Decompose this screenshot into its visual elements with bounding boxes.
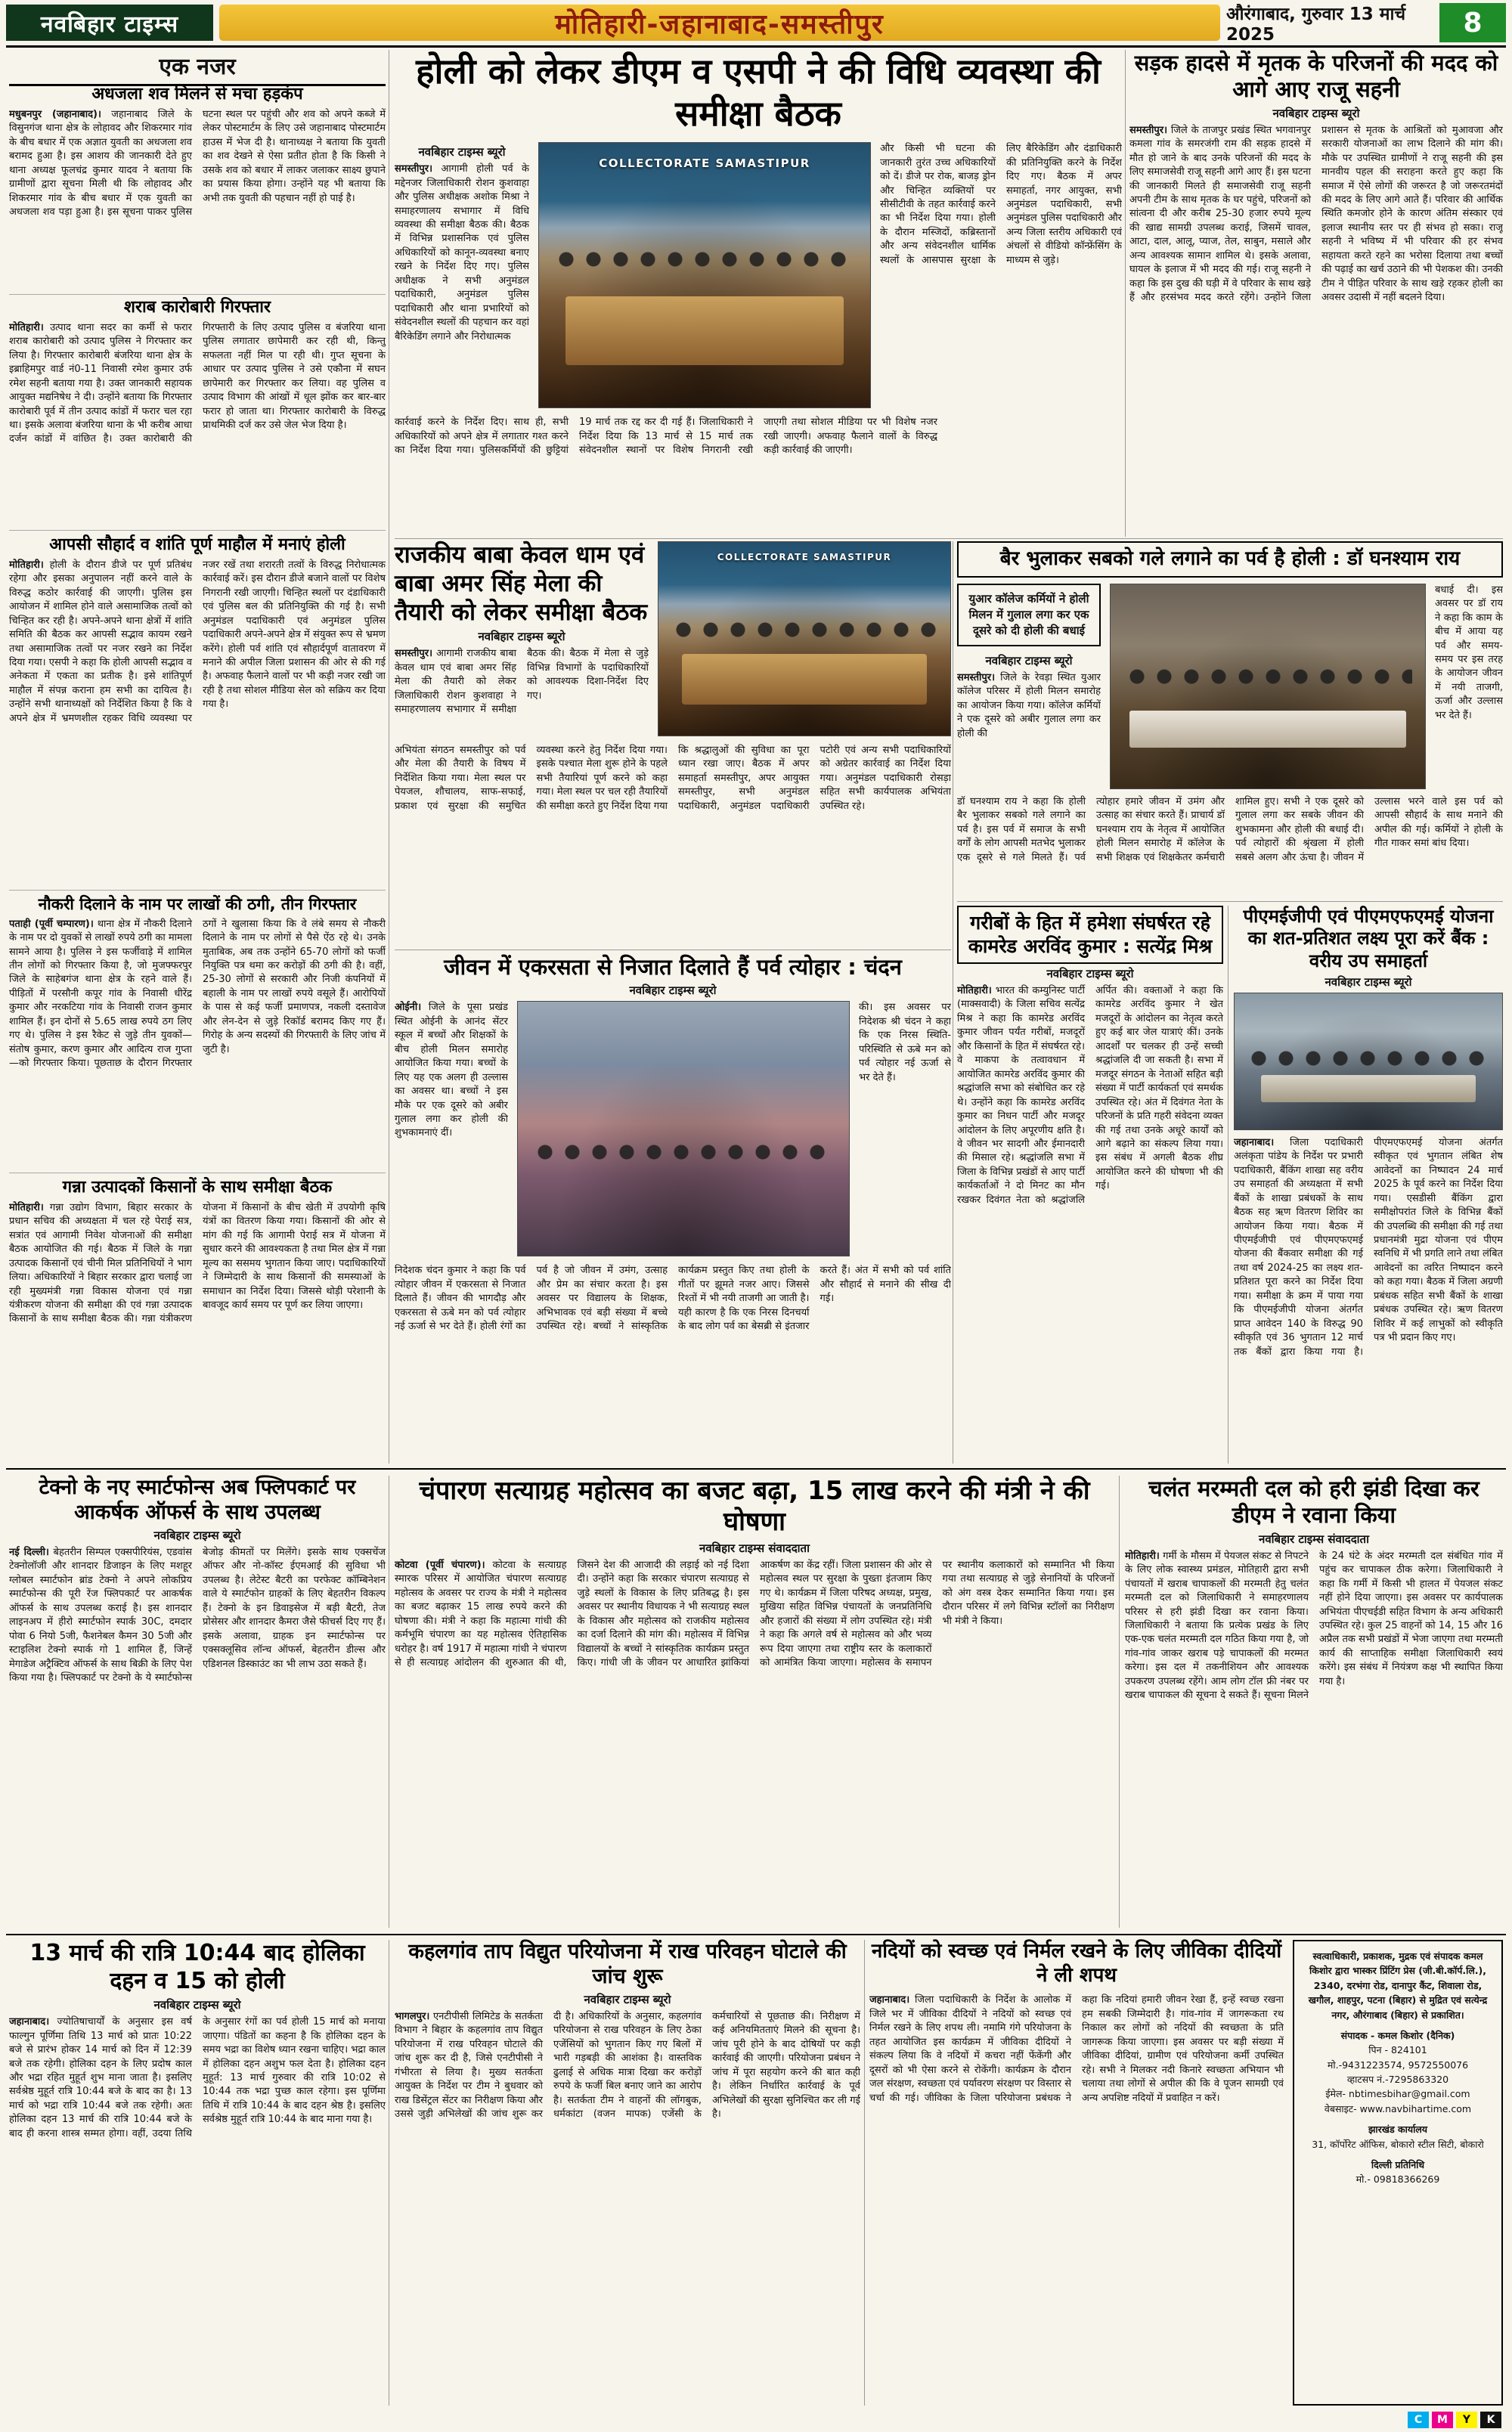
headline: आपसी सौहार्द व शांति पूर्ण माहौल में मनाएं होली	[49, 535, 345, 554]
headline: कहलगांव ताप विद्युत परियोजना में राख परिवहन घोटाले की जांच शुरू	[408, 1940, 847, 1988]
imprint-line: मो.- 09818366269	[1356, 2173, 1440, 2186]
region-banner-text: मोतिहारी-जहानाबाद-समस्तीपुर	[555, 8, 885, 40]
byline: नवबिहार टाइम्स ब्यूरो	[1046, 967, 1134, 981]
imprint-line: व्हाटसप नं.-7295863320	[1346, 2074, 1449, 2085]
dateline: मोतिहारी।	[957, 985, 992, 996]
byline: नवबिहार टाइम्स संवाददाता	[1259, 1532, 1369, 1546]
divider	[1119, 1476, 1120, 1928]
body-text: जहानाबाद जिले के विसुनगंज थाना क्षेत्र के लोहावद और शिकरमार गांव के बीच बधार में एक अज्ञात युवती का अधजला शव बरामद हुआ है। इस आशय की जानकारी देते हुए थाना अध्यक्ष फूलचंद्र कुमार यादव ने बताया कि ग्रामीणों द्वारा सूचना मिली थी कि लोहावद और शिकरमार गांव के बीच बधार में एक युवती का अधजला शव पड़ा हुआ है। इस सूचना पाकर पुलिस घटना स्थल पर पहुंची और शव को अपने कब्जे में लेकर पोस्टमार्टम के लिए उसे जहानाबाद पोस्टमार्टम हाउस में भेज दी है। थानाध्यक्ष ने बताया कि युवती का शव देखने से ऐसा प्रतीत होता है कि किसी ने उसके शव को बधार में लाकर जलाकर साक्ष्य छुपाने का प्रयास किया होगा। उन्होंने यह भी बताया कि अभी तक युवती की पहचान नहीं हो पाई है।	[9, 108, 386, 218]
dateline: जहानाबाद।	[1234, 1136, 1275, 1148]
article-body	[957, 984, 1223, 1408]
photo-sign-text: COLLECTORATE SAMASTIPUR	[599, 156, 810, 170]
cmyk-print-marks	[1408, 2412, 1501, 2428]
byline: नवबिहार टाइम्स संवाददाता	[699, 1541, 810, 1555]
body-text: बधाई दी। इस अवसर पर डॉ राय ने कहा कि काम के बीच में आया यह पर्व और समय-समय पर इस तरह के आयोजन जीवन में नयी ताजगी, ऊर्जा और उल्लास भर देते हैं।	[1435, 584, 1503, 721]
page-number	[1439, 3, 1506, 42]
imprint-website: वेबसाइट- www.navbihartime.com	[1324, 2102, 1472, 2114]
headline: चंपारण सत्याग्रह महोत्सव का बजट बढ़ा, 15 लाख करने की मंत्री ने की घोषणा	[419, 1476, 1090, 1538]
dateline: मोतिहारी।	[9, 321, 44, 333]
story-holi-milan	[957, 541, 1503, 897]
article-body	[395, 2010, 860, 2388]
region-banner	[219, 5, 1220, 41]
body-text: ज्योतिषाचार्यों के अनुसार इस वर्ष फाल्गुन पूर्णिमा तिथि 13 मार्च को प्रातः 10:22 बजे से प्रारंभ होकर 14 मार्च को दिन में 12:39 बजे तक रहेगी। होलिका दहन के लिए प्रदोष काल और भद्रा रहित मुहूर्त शुभ माना जाता है। इसलिए सर्वश्रेष्ठ मुहूर्त रात्रि 10:44 बजे के बाद का है। 13 मार्च को भद्रा रात्रि 10:44 बजे तक रहेगी। अतः होलिका दहन 13 मार्च की रात्रि 10:44 बजे के बाद ही करना शास्त्र सम्मत होगा। वहीं, उदया तिथि के अनुसार रंगों का पर्व होली 15 मार्च को मनाया जाएगा। पंडितों का कहना है कि होलिका दहन के समय भद्रा का विशेष ध्यान रखना चाहिए। भद्रा काल में होलिका दहन अशुभ फल देता है। होलिका दहन मुहूर्त: 13 मार्च गुरुवार की रात्रि 10:02 से 10:44 तक भद्रा पुच्छ काल रहेगा। इस पूर्णिमा तिथि में रात्रि 10:44 के बाद दहन श्रेष्ठ है। इसलिए सर्वश्रेष्ठ मुहूर्त रात्रि 10:44 के बाद माना गया है।	[9, 2016, 386, 2139]
article-body	[869, 1994, 1284, 2387]
headline: गरीबों के हित में हमेशा संघर्षरत रहे कामरेड अरविंद कुमार : सत्येंद्र मिश्र	[957, 906, 1223, 964]
imprint-line: मो.-9431223574, 9572550076	[1327, 2059, 1469, 2071]
body-text: भारत की कम्युनिस्ट पार्टी (माक्सवादी) के जिला सचिव सत्येंद्र मिश्र ने कहा कि कामरेड अरविंद कुमार जीवन पर्यंत गरीबों, मजदूरों और किसानों के हित में संघर्षरत रहे। वे माकपा के तत्वावधान में आयोजित कामरेड अरविंद कुमार की श्रद्धांजलि सभा को संबोधित कर रहे थे। उन्होंने कहा कि कामरेड अरविंद कुमार का निधन पार्टी और मजदूर आंदोलन के लिए अपूरणीय क्षति है। वे जीवन भर सादगी और ईमानदारी की मिसाल रहे। श्रद्धांजलि सभा में जिला के विभिन्न प्रखंडों से आए पार्टी कार्यकर्ताओं ने दो मिनट का मौन रखकर दिवंगत नेता को श्रद्धांजलि अर्पित की। वक्ताओं ने कहा कि कामरेड अरविंद कुमार ने खेत मजदूरों के आंदोलन का नेतृत्व करते हुए कई बार जेल यात्राएं कीं। उनके आदर्शों पर चलकर ही उन्हें सच्ची श्रद्धांजलि दी जा सकती है। सभा में मजदूर संगठन के नेताओं सहित बड़ी संख्या में पार्टी कार्यकर्ता एवं समर्थक उपस्थित रहे। अंत में दिवंगत नेता के परिजनों के प्रति गहरी संवेदना व्यक्त की गई तथा उनके अधूरे कार्यों को आगे बढ़ाने का संकल्प लिया गया। इस संबंध में अगली बैठक शीघ्र आयोजित करने की घोषणा भी की गई।	[957, 985, 1223, 1206]
byline: नवबिहार टाइम्स ब्यूरो	[1325, 974, 1412, 989]
divider	[864, 1940, 865, 2406]
photo-people-row	[1245, 1048, 1492, 1069]
dateline: समस्तीपुर।	[395, 648, 433, 660]
photo-people-row	[531, 1142, 836, 1163]
body-text: निदेशक चंदन कुमार ने कहा कि पर्व त्योहार जीवन में एकरसता से निजात दिलाते हैं। जीवन की भागदौड़ और एकरसता से ऊबे मन को पर्व त्योहार नई ऊर्जा से भर देते हैं। होली रंगों का पर्व है जो जीवन में उमंग, उत्साह और प्रेम का संचार करता है। इस अवसर पर विद्यालय के शिक्षक, अभिभावक एवं बड़ी संख्या में बच्चे उपस्थित रहे। बच्चों ने सांस्कृतिक कार्यक्रम प्रस्तुत किए तथा होली के गीतों पर झूमते नजर आए। जिससे रिश्तों में भी नयी ताजगी आ जाती है। यही कारण है कि एक निरस दिनचर्या के बाद लोग पर्व का बेसब्री से इंतजार करते हैं। अंत में सभी को पर्व शांति और सौहार्द से मनाने की सीख दी गई।	[395, 1265, 951, 1333]
parv-group-photo	[517, 1001, 850, 1256]
body-text: होली के दौरान डीजे पर पूर्ण प्रतिबंध रहेगा और इसका अनुपालन नहीं करने वाले के विरुद्ध कठोर कार्रवाई की जाएगी। पुलिस इस आयोजन में शामिल होने वाले असामाजिक तत्वों को चिन्हित कर रही है। अपने-अपने थाना क्षेत्रों में शांति समिति की बैठक कर आपसी सद्भाव कायम रखने तथा असामाजिक तत्वों पर नजर रखने का निर्देश दिया गया। एसपी ने कहा कि होली आपसी सद्भाव व अनेकता में एकता का प्रतीक है। इसे शांतिपूर्ण माहौल में संपन्न कराना हम सभी का दायित्व है। उन्होंने सभी थानाध्यक्षों को निर्देशित किया है कि वे अपने क्षेत्र में भ्रमणशील रहकर विधि व्यवस्था पर नजर रखें तथा शरारती तत्वों के विरुद्ध निरोधात्मक कार्रवाई करें। इस दौरान डीजे बजाने वालों पर विशेष निगरानी रखी जाएगी। चिन्हित स्थलों पर दंडाधिकारी एवं पुलिस बल की प्रतिनियुक्ति की गई है। सभी अनुमंडल पदाधिकारी एवं अनुमंडल पुलिस पदाधिकारी अपने-अपने क्षेत्र में संयुक्त रूप से भ्रमण करेंगे। होली पर्व शांति एवं सौहार्दपूर्ण वातावरण में मनाने की अपील जिला प्रशासन की ओर से की गई है। अफवाह फैलाने वालों पर भी कड़ी नजर रखी जा रही है तथा सोशल मीडिया सेल को सक्रिय कर दिया गया है।	[9, 559, 386, 724]
story-raju-sahani	[1129, 50, 1503, 535]
story-comrade-tribute	[957, 906, 1223, 1464]
cmyk-magenta-mark: M	[1432, 2412, 1453, 2428]
edition-date	[1226, 5, 1435, 45]
body-text: जिले के ताजपुर प्रखंड स्थित भगवानपुर कमला गांव के समरजंगी राम की सड़क हादसे में मौत हो जाने के बाद उनके परिजनों की मदद के लिए समाजसेवी राजू सहनी आगे आए हैं। इस घटना की जानकारी मिलते ही समाजसेवी राजू सहनी अपनी टीम के साथ मृतक के घर पहुंचे, परिजनों को सांत्वना दी और करीब 25-30 हजार रुपये मूल्य की खाद्य सामग्री उपलब्ध कराई, जिसमें चावल, आटा, दाल, आलू, प्याज, तेल, साबुन, मसाले और अन्य आवश्यक सामान शामिल थे। इसके अलावा, घायल के इलाज में भी मदद की गई। राजू सहनी ने कहा कि इस दुख की घड़ी में वे परिवार के साथ खड़े हैं और हरसंभव मदद करते रहेंगे। उन्होंने जिला प्रशासन से मृतक के आश्रितों को मुआवजा और सरकारी योजनाओं का लाभ दिलाने की मांग की। मौके पर उपस्थित ग्रामीणों ने राजू सहनी की इस मानवीय पहल की सराहना करते हुए कहा कि समाज में ऐसे लोगों की जरूरत है जो जरूरतमंदों की मदद के लिए आगे आते हैं। परिवार की आर्थिक स्थिति कमजोर होने के कारण अंतिम संस्कार एवं इलाज स्थानीय स्तर पर ही संभव हो सका। राजू सहनी ने भविष्य में भी परिवार की हर संभव सहायता करते रहने का भरोसा दिलाया तथा बच्चों की पढ़ाई का खर्च उठाने की भी पेशकश की। उनकी टीम ने पीड़ित परिवार के साथ खड़े रहकर होली का अवसर उदासी में नहीं बदलने दिया।	[1129, 124, 1503, 304]
body-text: जिला पदाधिकारी अलंकृता पांडेय के निर्देश पर प्रभारी पदाधिकारी, बैंकिंग शाखा सह वरीय उप समाहर्ता की अध्यक्षता में सभी बैंकों के शाखा प्रबंधकों के साथ बैठक सह ऋण वितरण शिविर का आयोजन किया गया। बैठक में पीएमईजीपी एवं पीएमएफएमई योजना की बैंकवार समीक्षा की गई तथा वर्ष 2024-25 का लक्ष्य शत-प्रतिशत पूरा करने का निर्देश दिया गया। समीक्षा के क्रम में पाया गया कि पीएमईजीपी योजना अंतर्गत प्राप्त आवेदन 140 के विरुद्ध 90 स्वीकृति एवं 36 भुगतान 12 मार्च तक बैंकों द्वारा किया गया है। पीएमएफएमई योजना अंतर्गत स्वीकृत एवं भुगतान लंबित शेष आवेदनों का निष्पादन 24 मार्च 2025 के पूर्व करने का निर्देश दिया गया। एसडीसी बैंकिंग द्वारा समीक्षोपरांत जिले के विभिन्न बैंकों की उपलब्धि की समीक्षा की गई तथा प्रधानमंत्री मुद्रा योजना एवं पीएम स्वनिधि में भी प्रगति लाने तथा लंबित आवेदनों का त्वरित निष्पादन करने को कहा गया। बैठक में जिला अग्रणी प्रबंधक सहित सभी बैंकों के शाखा प्रबंधक उपस्थित रहे। ऋण वितरण शिविर में कई लाभुकों को स्वीकृति पत्र भी प्रदान किए गए।	[1234, 1136, 1503, 1358]
headline: राजकीय बाबा केवल धाम एवं बाबा अमर सिंह मेला की तैयारी को लेकर समीक्षा बैठक	[395, 541, 648, 626]
photo-sign-text: COLLECTORATE SAMASTIPUR	[717, 551, 892, 562]
article-body	[9, 1546, 386, 1915]
byline: नवबिहार टाइम्स ब्यूरो	[153, 1998, 241, 2012]
brief-article-burnt-body	[9, 85, 386, 295]
article-body-left	[957, 671, 1101, 744]
imprint-line: झारखंड कार्यालय	[1368, 2124, 1428, 2136]
dateline: भागलपुर।	[395, 2010, 430, 2022]
body-text: बेहतरीन सिम्पल एक्सपीरियंस, एडवांस टेक्नोलॉजी और शानदार डिजाइन के लिए मशहूर ग्लोबल स्मार्टफोन ब्रांड टेक्नो ने अपने लोकप्रिय स्मार्टफोन्स की पूरी रेंज फ्लिपकार्ट पर आकर्षक ऑफर्स के साथ उपलब्ध कराई है। इस शानदार लाइनअप में हीरो स्मार्टफोन स्पार्क 30C, दमदार पोवा 6 नियो 5जी, फैशनेबल कैमन 30 5जी और स्टाइलिश टेक्नो स्पार्क गो 1 शामिल हैं, जिन्हें मेगाडेज अट्रैक्टिव ऑफर्स के साथ बिक्री के लिए पेश किया गया है। फ्लिपकार्ट पर टेक्नो के ये स्मार्टफोन्स बेजोड़ कीमतों पर मिलेंगे। इसके साथ एक्सचेंज ऑफर और नो-कॉस्ट ईएमआई की सुविधा भी उपलब्ध है। लेटेस्ट बैटरी का परफेक्ट कॉम्बिनेशन वाले ये स्मार्टफोन ग्राहकों के लिए बेहतरीन विकल्प हैं। टेक्नो के इन डिवाइसेज में बड़ी बैटरी, तेज प्रोसेसर और शानदार कैमरा जैसे फीचर्स दिए गए हैं। इसके अलावा, ग्राहक इन स्मार्टफोन्स पर एक्सक्लूसिव लॉन्च ऑफर्स, बेहतरीन डील्स और एडिशनल डिस्काउंट का भी लाभ उठा सकते हैं।	[9, 1546, 386, 1684]
article-body-bottom	[957, 795, 1503, 892]
story-champaran-satyagraha	[395, 1476, 1114, 1928]
headline: बैर भुलाकर सबको गले लगाने का पर्व है होली : डॉ घनश्याम राय	[957, 541, 1503, 578]
headline: पीएमईजीपी एवं पीएमएफएमई योजना का शत-प्रतिशत लक्ष्य पूरा करें बैंक : वरीय उप समाहर्ता	[1243, 906, 1494, 971]
holi-milan-photo	[1110, 584, 1426, 789]
article-body-left	[395, 1001, 508, 1256]
article-body-bottom	[395, 1264, 951, 1442]
dateline: कोटवा (पूर्वी चंपारण)।	[395, 1559, 485, 1571]
article-body-right	[859, 1001, 951, 1256]
band-rule	[6, 1934, 1506, 1935]
article-body-top	[395, 647, 649, 730]
dateline: समस्तीपुर।	[1129, 124, 1168, 136]
story-tecno-flipkart	[9, 1476, 386, 1928]
imprint-line: स्वत्वाधिकारी, प्रकाशक, मुद्रक एवं संपादक कमल किशोर द्वारा भास्कर प्रिंटिंग प्रेस (जी.बी.कॉर्प.लि.), 2340, दरभंगा रोड, दानापुर कैंट, शिवाला रोड, खगौल, शाहपुर, पटना (बिहार) से मुद्रित एवं सत्येन्द्र नगर, औरंगाबाद (बिहार) से प्रकाशित।	[1308, 1950, 1488, 2021]
dateline: मोतिहारी।	[9, 1201, 44, 1213]
headline: अधजला शव मिलने से मचा हड़कंप	[91, 85, 303, 104]
article-body-right	[880, 142, 1122, 408]
body-text: गर्मी के मौसम में पेयजल संकट से निपटने के लिए लोक स्वास्थ्य प्रमंडल, मोतिहारी द्वारा सभी पंचायतों में खराब चापाकलों की मरम्मती हेतु चलंत मरम्मती दल को जिलाधिकारी ने समाहरणालय परिसर से हरी झंडी दिखा कर रवाना किया। जिलाधिकारी ने बताया कि प्रत्येक प्रखंड के लिए एक-एक चलंत मरम्मती दल गठित किया गया है, जो गांव-गांव जाकर खराब पड़े चापाकलों की मरम्मत करेगा। इस दल में तकनीशियन और आवश्यक उपकरण उपलब्ध रहेंगे। आम लोग टॉल फ्री नंबर पर खराब चापाकल की सूचना दे सकते हैं। सूचना मिलने के 24 घंटे के अंदर मरम्मती दल संबंधित गांव में पहुंच कर चापाकल ठीक करेगा। जिलाधिकारी ने कहा कि गर्मी में किसी भी हालत में पेयजल संकट नहीं होने दिया जाएगा। इस अवसर पर कार्यपालक अभियंता पीएचईडी सहित विभाग के अन्य अधिकारी उपस्थित रहे। कुल 25 वाहनों को 14, 15 और 16 अप्रैल तक सभी प्रखंडों में भेजा जाएगा तथा मरम्मती कार्य की साप्ताहिक समीक्षा जिलाधिकारी स्वयं करेंगे। इस संबंध में नियंत्रण कक्ष भी स्थापित किया गया है।	[1125, 1550, 1503, 1702]
dateline: ओईनी।	[395, 1002, 422, 1014]
divider	[1125, 50, 1126, 537]
story-repair-team-flagoff	[1125, 1476, 1503, 1928]
divider	[957, 901, 1503, 902]
story-holika-dahan-muhurat	[9, 1940, 386, 2406]
body-text: की। इस अवसर पर निदेशक श्री चंदन ने कहा कि एक निरस स्थिति-परिस्थिति से ऊबे मन को पर्व त्योहार नई ऊर्जा से भर देते हैं।	[859, 1002, 951, 1083]
article-body-bottom	[395, 744, 951, 934]
dateline: समस्तीपुर।	[395, 163, 433, 175]
headline: शराब कारोबारी गिरफ्तार	[124, 298, 271, 317]
body-text: उत्पाद थाना सदर का कर्मी से फरार शराब कारोबारी को उत्पाद पुलिस ने गिरफ्तार कर लिया है। गिरफ्तार कारोबारी बंजरिया थाना क्षेत्र के इब्राहिमपुर वार्ड नं0-11 निवासी रमेश कुमार उर्फ रमेश सहनी बताया गया है। उक्त जानकारी सहायक आयुक्त मद्यनिषेध ने दी। उन्होंने बताया कि गिरफ्तार कारोबारी पूर्व में तीन उत्पाद कांडों में फरार चल रहा था। इसके अलावा बंजरिया थाना के भी करीब आधा दर्जन कांडों में वांछित है। उक्त कारोबारी की गिरफ्तारी के लिए उत्पाद पुलिस व बंजरिया थाना पुलिस लगातार छापेमारी कर रही थी, किन्तु सफलता नहीं मिल पा रही थी। गुप्त सूचना के आधार पर उत्पाद पुलिस ने उसे एकौना में सघन छापेमारी कर गिरफ्तार कर लिया। वह पुलिस व उत्पाद विभाग की आंखों में धूल झोंक कर बार-बार फरार हो जाता था। गिरफ्तार कारोबारी के विरुद्ध प्राथमिकी दर्ज कर उसे जेल भेज दिया है।	[9, 321, 386, 445]
edition-date-text: औरंगाबाद, गुरुवार 13 मार्च 2025	[1226, 5, 1406, 45]
body-text: कोटवा के सत्याग्रह स्मारक परिसर में आयोजित चंपारण सत्याग्रह महोत्सव के अवसर पर राज्य के मंत्री ने महोत्सव का बजट बढ़ाकर 15 लाख रुपये करने की घोषणा की। मंत्री ने कहा कि महात्मा गांधी की कर्मभूमि चंपारण का यह महोत्सव ऐतिहासिक धरोहर है। वर्ष 1917 में महात्मा गांधी ने चंपारण से ही सत्याग्रह आंदोलन की शुरुआत की थी, जिसने देश की आजादी की लड़ाई को नई दिशा दी। उन्होंने कहा कि सरकार चंपारण सत्याग्रह से जुड़े स्थलों के विकास के लिए प्रतिबद्ध है। इस अवसर पर स्थानीय विधायक ने भी सत्याग्रह स्थल के विकास और महोत्सव को राजकीय महोत्सव का दर्जा दिलाने की मांग की। महोत्सव में विभिन्न विद्यालयों के बच्चों ने सांस्कृतिक कार्यक्रम प्रस्तुत किए। गांधी जी के जीवन पर आधारित झांकियां आकर्षण का केंद्र रहीं। जिला प्रशासन की ओर से महोत्सव स्थल पर सुरक्षा के पुख्ता इंतजाम किए गए थे। कार्यक्रम में जिला परिषद अध्यक्ष, प्रमुख, मुखिया सहित विभिन्न पंचायतों के जनप्रतिनिधि और हजारों की संख्या में लोग उपस्थित रहे। मंत्री ने कहा कि अगले वर्ष से महोत्सव को और भव्य रूप दिया जाएगा तथा राष्ट्रीय स्तर के कलाकारों को आमंत्रित किया जाएगा। महोत्सव के समापन पर स्थानीय कलाकारों को सम्मानित भी किया गया तथा सत्याग्रह से जुड़े सेनानियों के परिजनों को अंग वस्त्र देकर सम्मानित किया गया। इस दौरान परिसर में लगे विभिन्न स्टॉलों का निरीक्षण भी मंत्री ने किया।	[395, 1559, 1114, 1669]
byline: नवबिहार टाइम्स ब्यूरो	[1272, 106, 1360, 120]
body-text: आगामी होली पर्व के मद्देनजर जिलाधिकारी रोशन कुशवाहा और पुलिस अधीक्षक अशोक मिश्रा ने समाहरणालय सभागार में विधि व्यवस्था की समीक्षा बैठक की। बैठक में विभिन्न प्रशासनिक एवं पुलिस अधिकारियों को कानून-व्यवस्था बनाए रखने के निर्देश दिए गए। पुलिस अधीक्षक ने सभी अनुमंडल पदाधिकारी, अनुमंडल पुलिस पदाधिकारी और थाना प्रभारियों को संवेदनशील स्थलों की पहचान कर वहां बैरिकेडिंग लगाने और निरोधात्मक	[395, 163, 529, 342]
article-body	[9, 321, 386, 522]
cmyk-yellow-mark: Y	[1456, 2412, 1477, 2428]
story-parv-tyohar	[395, 954, 951, 1462]
headline: नदियों को स्वच्छ एवं निर्मल रखने के लिए जीविका दीदियों ने ली शपथ	[871, 1940, 1282, 1987]
article-body	[1129, 124, 1503, 532]
body-text: कार्रवाई करने के निर्देश दिए। साथ ही, सभी अधिकारियों को अपने क्षेत्र में लगातार गश्त करने का निर्देश दिया गया। पुलिसकर्मियों की छुट्टियां 19 मार्च तक रद्द कर दी गई हैं। जिलाधिकारी ने निर्देश दिया कि 13 मार्च से 15 मार्च तक संवेदनशील स्थानों पर विशेष निगरानी रखी जाएगी तथा सोशल मीडिया पर भी विशेष नजर रखी जाएगी। अफवाह फैलाने वालों के विरुद्ध कड़ी कार्रवाई की जाएगी।	[395, 417, 937, 457]
byline: नवबिहार टाइम्स ब्यूरो	[478, 630, 565, 644]
paper-name: नवबिहार टाइम्स	[40, 11, 179, 38]
article-body	[9, 559, 386, 879]
byline: नवबिहार टाइम्स ब्यूरो	[418, 145, 506, 160]
story-kahalgaon-ash-scam	[395, 1940, 860, 2406]
body-text: गन्ना उद्योग विभाग, बिहार सरकार के प्रधान सचिव की अध्यक्षता में चल रहे पेराई सत्र, सत्रांत एवं आगामी निवेश योजनाओं की समीक्षा बैठक आयोजित की गई। बैठक में जिले के गन्ना उत्पादक किसानों एवं चीनी मिल प्रतिनिधियों ने भाग लिया। अधिकारियों ने बिहार सरकार द्वारा चलाई जा रही मुख्यमंत्री गन्ना विकास योजना एवं गन्ना यंत्रीकरण योजना की समीक्षा की एवं गन्ना उत्पादक किसानों के साथ समीक्षा बैठक की। गन्ना यंत्रीकरण योजना में किसानों के बीच खेती में उपयोगी कृषि यंत्रों का वितरण किया गया। किसानों की ओर से मांग की गई कि आगामी पेराई सत्र में योजना में सुधार करने की आवश्यकता है तथा मिल क्षेत्र में गन्ना मूल्य का ससमय भुगतान किया जाए। पदाधिकारियों ने जिम्मेदारी के साथ किसानों की समस्याओं के समाधान का निर्देश दिया। जिससे थोड़ी परेशानी के बावजूद कार्य समय पर पूर्ण कर लिया जाएगा।	[9, 1201, 386, 1325]
brief-article-peaceful-holi	[9, 535, 386, 891]
dateline: नई दिल्ली।	[9, 1546, 49, 1558]
story-pmegp-target	[1234, 906, 1503, 1464]
story-lead-holi-review	[395, 50, 1122, 535]
masthead	[6, 5, 213, 41]
byline: नवबिहार टाइम्स ब्यूरो	[985, 653, 1073, 668]
imprint-line: पिन - 824101	[1368, 2044, 1427, 2056]
mela-meeting-photo	[658, 541, 951, 736]
headline: जीवन में एकरसता से निजात दिलाते हैं पर्व त्योहार : चंदन	[444, 954, 902, 980]
cmyk-black-mark: K	[1480, 2412, 1501, 2428]
pmegp-meeting-photo	[1234, 993, 1503, 1130]
dateline: जहानाबाद।	[9, 2016, 50, 2028]
body-text: जिले के रेवड़ा स्थित युआर कॉलेज परिसर में होली मिलन समारोह का आयोजन किया गया। कॉलेज कर्मियों ने एक दूसरे को अबीर गुलाल लगा कर होली की	[957, 671, 1101, 739]
article-body	[9, 2015, 386, 2389]
photo-people-row	[670, 619, 938, 640]
brief-article-sugarcane-meeting	[9, 1178, 386, 1462]
article-body	[1234, 1136, 1503, 1448]
cmyk-cyan-mark: C	[1408, 2412, 1429, 2428]
imprint-box	[1293, 1940, 1503, 2406]
headline: होली को लेकर डीएम व एसपी ने की विधि व्यवस्था की समीक्षा बैठक	[416, 51, 1101, 135]
brief-article-liquor-arrest	[9, 298, 386, 531]
headline: सड़क हादसे में मृतक के परिजनों की मदद को आगे आए राजू सहनी	[1134, 50, 1498, 103]
subhead: युआर कॉलेज कर्मियों ने होली मिलन में गुलाल लगा कर एक दूसरे को दी होली की बधाई	[957, 584, 1101, 646]
article-body-left	[395, 163, 529, 404]
photo-people-row	[1123, 666, 1413, 687]
article-body-bottom	[395, 416, 1122, 511]
imprint-line: संपादक - कमल किशोर (दैनिक)	[1340, 2029, 1455, 2041]
byline: नवबिहार टाइम्स ब्यूरो	[153, 1528, 241, 1542]
imprint-line: दिल्ली प्रतिनिधि	[1371, 2158, 1425, 2170]
headline: नौकरी दिलाने के नाम पर लाखों की ठगी, तीन गिरफ्तार	[38, 895, 357, 913]
article-body	[9, 918, 386, 1158]
headline: टेक्नो के नए स्मार्टफोन्स अब फ्लिपकार्ट पर आकर्षक ऑफर्स के साथ उपलब्ध	[39, 1476, 356, 1524]
band-rule	[6, 1468, 1506, 1470]
header-rule	[6, 45, 1506, 48]
divider	[395, 538, 1503, 539]
section-label: एक नजर	[9, 50, 386, 86]
dateline: पताही (पूर्वी चम्पारण)।	[9, 918, 94, 930]
dateline: मोतिहारी।	[1125, 1550, 1160, 1562]
story-rivers-oath	[869, 1940, 1284, 2406]
byline: नवबिहार टाइम्स ब्यूरो	[584, 1992, 671, 2006]
article-body	[9, 108, 386, 287]
body-text: एनटीपीसी लिमिटेड के सतर्कता विभाग ने बिहार के कहलगांव ताप विद्युत परियोजना में राख परिवहन घोटाले की जांच शुरू कर दी है, जिसे एनटीपीसी ने गंभीरता से लिया है। मुख्य सतर्कता आयुक्त के निर्देश पर टीम ने बुधवार को राख डिसेंट्रल सेंटर का निरीक्षण किया और उससे जुड़ी अभिलेखों की जांच शुरू कर दी है। अधिकारियों के अनुसार, कहलगांव परियोजना से राख परिवहन के लिए ठेका एजेंसियों को भुगतान किए गए बिलों में भारी गड़बड़ी की आशंका है। वास्तविक ढुलाई से अधिक मात्रा दिखा कर करोड़ों रुपये के फर्जी बिल बनाए जाने का आरोप है। सतर्कता टीम ने वाहनों की लॉगबुक, धर्मकांटा (वजन मापक) एजेंसी के कर्मचारियों से पूछताछ की। निरीक्षण में कई अनियमितताएं मिलने की सूचना है। जांच पूरी होने के बाद दोषियों पर कड़ी कार्रवाई की जाएगी। परियोजना प्रबंधन ने जांच में पूरा सहयोग करने की बात कही है। लेकिन निर्धारित कार्रवाई के पूर्व अभिलेखों की सुरक्षा सुनिश्चित कर ली गई है।	[395, 2010, 860, 2121]
article-body	[395, 1559, 1114, 1929]
imprint-line: 31, कॉर्पोरेट ऑफिस, बोकारो स्टील सिटी, बोकारो	[1312, 2138, 1484, 2150]
article-body	[9, 1201, 386, 1451]
dateline: मोतिहारी।	[9, 559, 44, 571]
page-number-text: 8	[1463, 7, 1483, 39]
body-text: अभियंता संगठन समस्तीपुर को पर्व और मेला की तैयारी के विषय में निर्देशित किया गया। मेला स्थल पर पेयजल, शौचालय, साफ-सफाई, प्रकाश एवं सुरक्षा की समुचित व्यवस्था करने हेतु निर्देश दिया गया। इसके पश्चात मेला शुरू होने के पहले सभी तैयारियां पूर्ण करने को कहा गया। मेला स्थल पर चल रही तैयारियों की समीक्षा करते हुए निर्देश दिया गया कि श्रद्धालुओं की सुविधा का पूरा ध्यान रखा जाए। बैठक में अपर समाहर्ता समस्तीपुर, अपर आयुक्त समस्तीपुर, सभी अनुमंडल पदाधिकारी, अनुमंडल पदाधिकारी पटोरी एवं अन्य सभी पदाधिकारियों को अग्रेतर कार्रवाई का निर्देश दिया गया। अनुमंडल पदाधिकारी रोसड़ा सहित सभी कार्यपालक अभियंता उपस्थित रहे।	[395, 745, 951, 812]
dateline: जहानाबाद।	[869, 1994, 910, 2006]
dateline: समस्तीपुर।	[957, 671, 996, 683]
headline: चलंत मरम्मती दल को हरी झंडी दिखा कर डीएम ने रवाना किया	[1148, 1476, 1479, 1529]
body-text: जिला पदाधिकारी के निर्देश के आलोक में जिले भर में जीविका दीदियों ने नदियों को स्वच्छ एवं निर्मल रखने के लिए शपथ ली। नमामि गंगे परियोजना के तहत आयोजित इस कार्यक्रम में जीविका दीदियों ने संकल्प लिया कि वे नदियों में कचरा नहीं फेंकेंगी और दूसरों को भी ऐसा करने से रोकेंगी। कार्यक्रम के दौरान जल संरक्षण, स्वच्छता एवं पर्यावरण संरक्षण पर विस्तार से चर्चा की गई। जीविका के जिला परियोजना प्रबंधक ने कहा कि नदियां हमारी जीवन रेखा हैं, इन्हें स्वच्छ रखना हम सबकी जिम्मेदारी है। गांव-गांव में जागरूकता रथ निकाल कर लोगों को नदियों की स्वच्छता के प्रति जागरूक किया जाएगा। इस अवसर पर बड़ी संख्या में जीविका दीदियां, ग्रामीण एवं परियोजना कर्मी उपस्थित रहे। सभी ने मिलकर नदी किनारे स्वच्छता अभियान भी चलाया तथा लोगों से अपील की कि वे पूजन सामग्री एवं अन्य अपशिष्ट नदियों में प्रवाहित न करें।	[869, 1994, 1284, 2104]
body-text: थाना क्षेत्र में नौकरी दिलाने के नाम पर दो युवकों से लाखों रुपये ठगी का मामला सामने आया है। पुलिस ने इस फर्जीवाड़े में शामिल तीन लोगों को गिरफ्तार किया है, जो मुजफ्फरपुर जिले के साहेबगंज थाना क्षेत्र के रहने वाले हैं। पीड़ितों में परसौनी कपूर गांव के निवासी धीरेंद्र कुमार और नरकटिया गांव के निवासी राजन कुमार शामिल हैं। इन दोनों से 5.65 लाख रुपये ठग लिए गए थे। पुलिस ने इस रैकेट से जुड़े तीन युवकों—संतोष कुमार, करण कुमार और आदित्य राज गुप्ता—को गिरफ्तार किया। पूछताछ के दौरान गिरफ्तार ठगों ने खुलासा किया कि वे लंबे समय से नौकरी दिलाने के नाम पर लोगों से पैसे ऐंठ रहे थे। उनके मुताबिक, अब तक उन्होंने 65-70 लोगों को फर्जी नियुक्ति पत्र थमा कर करोड़ों की ठगी की है। वहीं, 25-30 लोगों से सरकारी और निजी कंपनियों में बहाली के नाम पर लाखों रुपये वसूले हैं। आरोपियों के पास से कई फर्जी प्रमाणपत्र, नकली दस्तावेज और लेन-देन से जुड़े रिकॉर्ड बरामद किए गए हैं। गिरोह के अन्य सदस्यों की गिरफ्तारी के लिए जांच में जुटी है।	[9, 918, 386, 1070]
byline: नवबिहार टाइम्स ब्यूरो	[629, 984, 717, 998]
brief-article-job-fraud	[9, 895, 386, 1173]
headline: 13 मार्च की रात्रि 10:44 बाद होलिका दहन व 15 को होली	[29, 1940, 365, 1994]
body-text: जिले के पूसा प्रखंड स्थित ओईनी के आनंद सेंटर स्कूल में बच्चों और शिक्षकों के बीच होली मिलन समारोह आयोजित किया गया। बच्चों के लिए यह एक अलग ही उल्लास का अवसर था। बच्चों ने इस मौके पर एक दूसरे को अबीर गुलाल लगा कर होली की शुभकामनाएं दीं।	[395, 1002, 508, 1139]
body-text: और किसी भी घटना की जानकारी तुरंत उच्च अधिकारियों को दें। डीजे पर रोक, बाजड़ ड्रोन और चिन्हित व्यक्तियों पर सीसीटीवी के तहत कार्रवाई करने का भी निर्देश दिया गया। होली के दौरान मस्जिदों, कब्रिस्तानों और अन्य संवेदनशील धार्मिक स्थलों के आसपास सुरक्षा के लिए बैरिकेडिंग और दंडाधिकारी की प्रतिनियुक्ति करने के निर्देश दिए गए। बैठक में अपर समाहर्ता, नगर आयुक्त, सभी अनुमंडल पदाधिकारी, सभी अनुमंडल पुलिस पदाधिकारी और अन्य जिला स्तरीय अधिकारी एवं अंचलों से वीडियो कॉन्फ्रेंसिंग के माध्यम से जुड़े।	[880, 143, 1122, 266]
imprint-email: ईमेल- nbtimesbihar@gmail.com	[1325, 2088, 1470, 2100]
lead-meeting-photo	[538, 142, 871, 408]
dateline: मधुबनपुर (जहानाबाद)।	[9, 108, 101, 120]
body-text: डॉ घनश्याम राय ने कहा कि होली बैर भुलाकर सबको गले लगाने का पर्व है। इस पर्व में समाज के सभी वर्गों के लोग आपसी मतभेद भुलाकर एक दूसरे से गले मिलते हैं। पर्व त्योहार हमारे जीवन में उमंग और उत्साह का संचार करते हैं। प्राचार्य डॉ घनश्याम राय के नेतृत्व में आयोजित होली मिलन समारोह में कॉलेज के सभी शिक्षक एवं शिक्षकेतर कर्मचारी शामिल हुए। सभी ने एक दूसरे को गुलाल लगा कर सबके जीवन की शुभकामना और होली की बधाई दी। पर्व त्योहारों की श्रृंखला में होली सबसे अलग और ऊंचा है। जीवन में उल्लास भरने वाले इस पर्व को आपसी सौहार्द के साथ मनाने की अपील की गई। कर्मियों ने होली के गीत गाकर समां बांध दिया।	[957, 795, 1503, 863]
story-mela-review	[395, 541, 951, 945]
body-text: आगामी राजकीय बाबा केवल धाम एवं बाबा अमर सिंह मेला की तैयारी को लेकर जिलाधिकारी रोशन कुशवाहा ने समाहरणालय सभागार में समीक्षा बैठक की। बैठक में मेला से जुड़े विभिन्न विभागों के पदाधिकारियों को आवश्यक दिशा-निर्देश दिए गए।	[395, 648, 649, 716]
article-body-right	[1435, 584, 1503, 789]
article-body	[1125, 1550, 1503, 1919]
headline: गन्ना उत्पादकों किसानों के साथ समीक्षा बैठक	[62, 1178, 333, 1197]
photo-people-row	[553, 249, 857, 270]
